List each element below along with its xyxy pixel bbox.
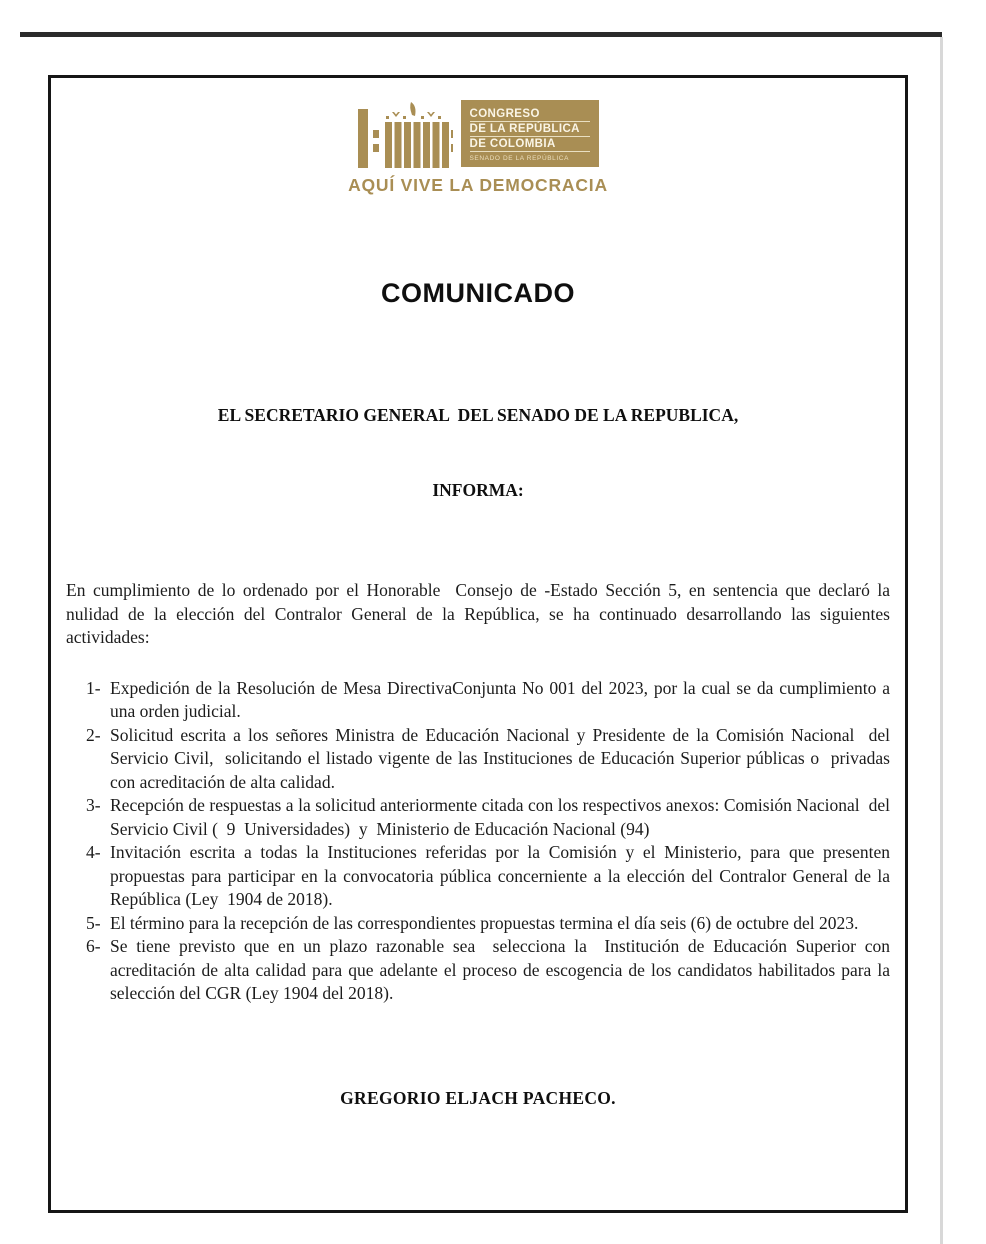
document-title: COMUNICADO: [381, 278, 575, 308]
top-rule: [20, 32, 942, 37]
activities-list: [66, 677, 895, 1006]
item-4-marker: 4-: [86, 842, 101, 862]
item-2-text: Solicitud escrita a los señores Ministra de Educación Nacional y Presidente de la Comisión Nacional del Servicio Civil, solicitando el listado vigente de las Instituciones de Educación Superior públicas o privadas con acreditación de alta calidad.: [110, 724, 895, 792]
document-heading: [51, 353, 905, 553]
item-2-marker: 2-: [86, 724, 101, 745]
item-6-marker: 6-: [86, 936, 101, 956]
list-item-6: [66, 935, 895, 1006]
logo-box-line1: CONGRESO: [470, 107, 590, 122]
congress-columns-emblem-icon: [358, 100, 453, 168]
item-5-marker: 5-: [86, 912, 101, 933]
item-3-marker: 3-: [86, 795, 101, 815]
senate-logo: [51, 100, 905, 168]
page-edge-line: [940, 37, 943, 1244]
list-item-1: [66, 677, 895, 724]
logo-box-subline: SENADO DE LA REPÚBLICA: [469, 154, 570, 162]
heading-line1: EL SECRETARIO GENERAL DEL SENADO DE LA REPUBLICA,: [217, 405, 739, 425]
logo-box-line2: DE LA REPÚBLICA: [470, 122, 590, 137]
item-4-text: Invitación escrita a todas la Instituciones referidas por la Comisión y el Ministerio, para que presenten propuestas para participar en la convocatoria pública concerniente a la elección del Contralor General de la República (Ley 1904 de 2018).: [110, 842, 895, 909]
list-item-3: [66, 794, 895, 841]
item-5-text: El término para la recepción de las correspondientes propuestas termina el día seis (6) de octubre del 2023.: [110, 912, 859, 933]
list-item-4: [66, 841, 895, 912]
logo-box-line3: DE COLOMBIA: [470, 137, 590, 152]
document-frame: [48, 75, 908, 1213]
signature-name: GREGORIO ELJACH PACHECO.: [340, 1087, 616, 1108]
list-item-2: [66, 724, 895, 795]
item-6-text: Se tiene previsto que en un plazo razonable sea selecciona la Institución de Educación Superior con acreditación de alta calidad para que adelante el proceso de escogencia de los candidatos habilitados para la selección del CGR (Ley 1904 del 2018).: [110, 936, 895, 1003]
logo-tagline: AQUÍ VIVE LA DEMOCRACIA: [348, 175, 608, 195]
item-1-marker: 1-: [86, 677, 101, 698]
heading-line2: INFORMA:: [432, 480, 524, 500]
item-3-text: Recepción de respuestas a la solicitud anteriormente citada con los respectivos anexos: Comisión Nacional del Servicio Civil ( 9 Universidades) y Ministerio de Educación Nacional (94): [110, 795, 895, 839]
item-1-text: Expedición de la Resolución de Mesa DirectivaConjunta No 001 del 2023, por la cual se da cumplimiento a una orden judicial.: [110, 677, 895, 721]
intro-paragraph: En cumplimiento de lo ordenado por el Honorable Consejo de -Estado Sección 5, en sentencia que declaró la nulidad de la elección del Contralor General de la República, se ha continuado desarrollando las siguientes actividades:: [66, 580, 895, 647]
congress-logo-box: [461, 100, 599, 167]
list-item-5: [66, 912, 890, 936]
